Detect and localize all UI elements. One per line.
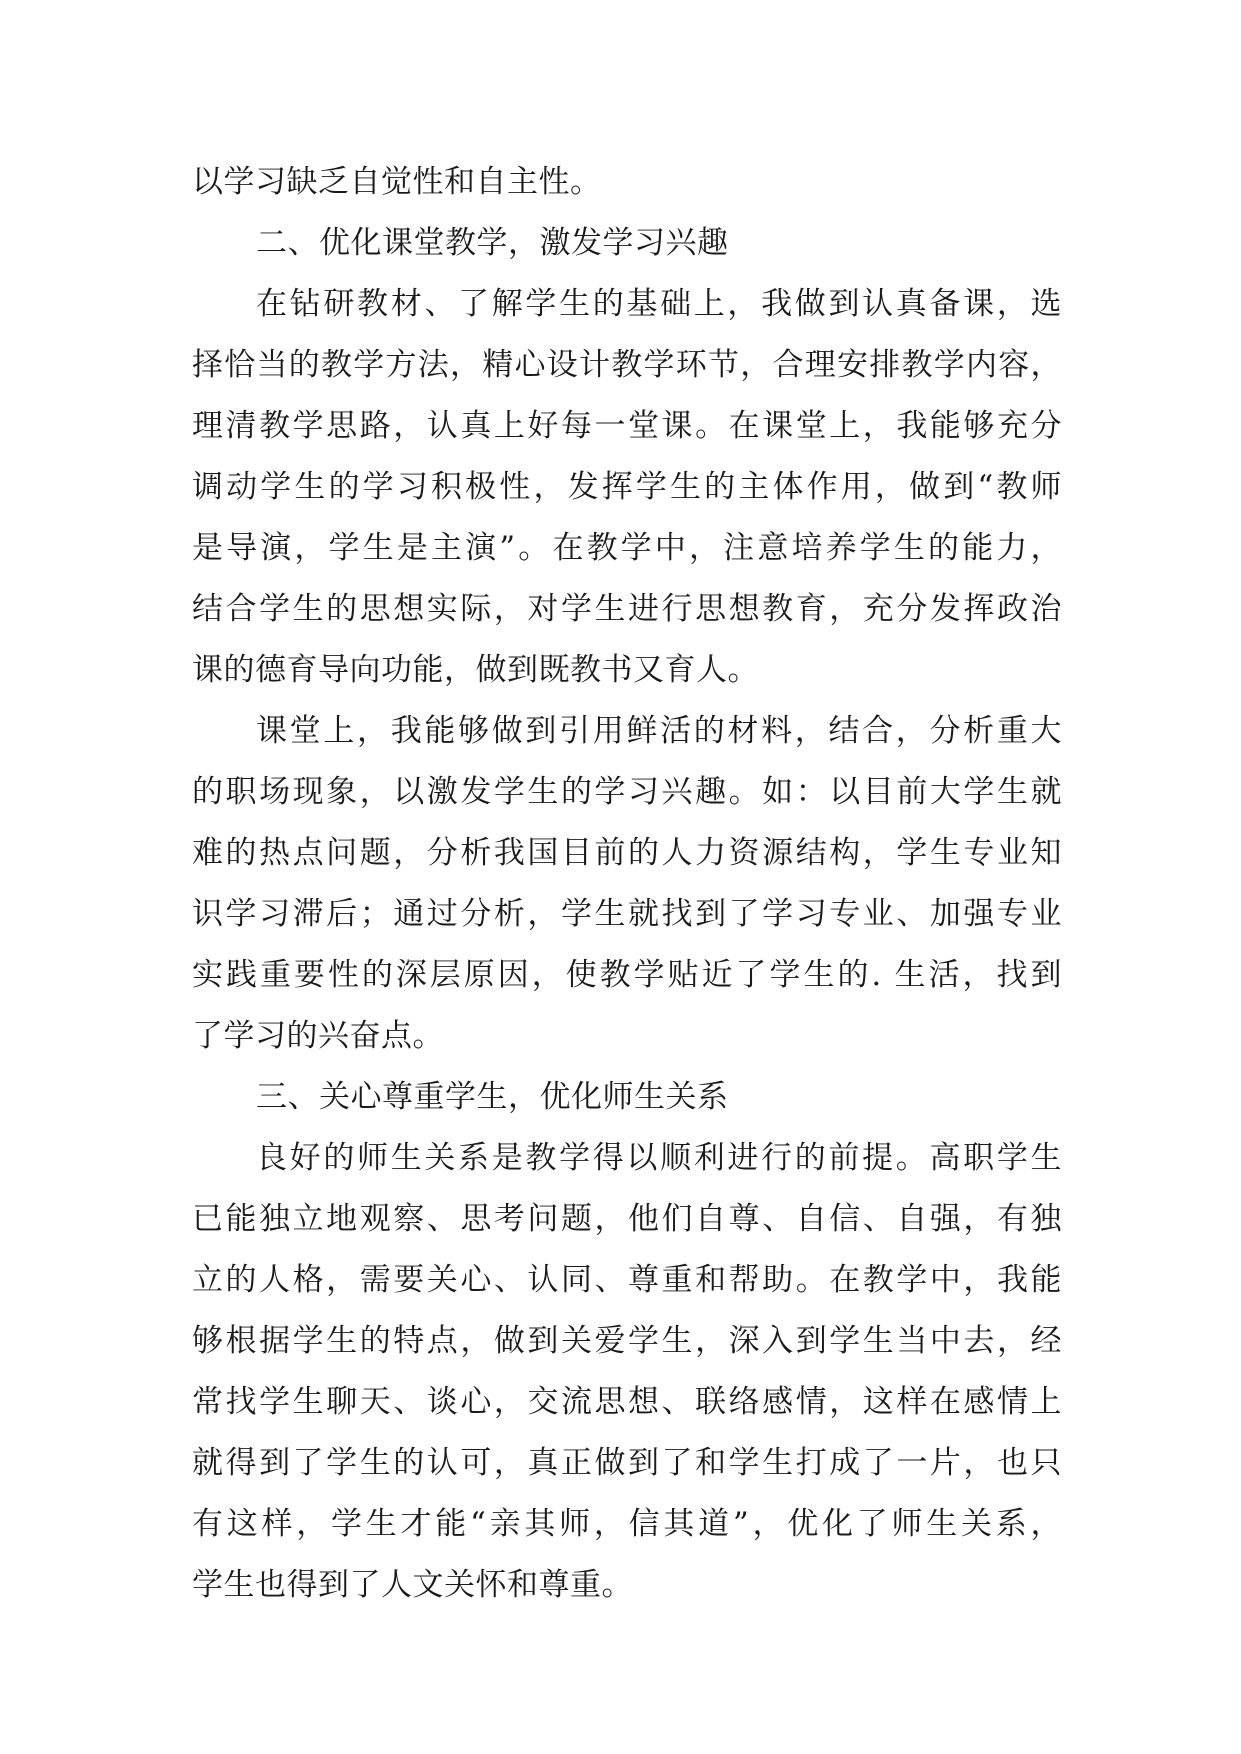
text-line: 在钻研教材、了解学生的基础上，我做到认真备课，选 bbox=[256, 286, 1062, 322]
text-line: 调动学生的学习积极性，发挥学生的主体作用，做到“教师 bbox=[192, 469, 1062, 505]
text-line: 实践重要性的深层原因，使教学贴近了学生的. 生活，找到 bbox=[192, 957, 1062, 993]
section-heading: 二、优化课堂教学，激发学习兴趣 bbox=[256, 225, 729, 261]
text-line: 择恰当的教学方法，精心设计教学环节，合理安排教学内容， bbox=[192, 347, 1062, 383]
text-line: 有这样，学生才能“亲其师，信其道”，优化了师生关系， bbox=[192, 1506, 1062, 1542]
text-line: 就得到了学生的认可，真正做到了和学生打成了一片，也只 bbox=[192, 1445, 1062, 1481]
text-line: 难的热点问题，分析我国目前的人力资源结构，学生专业知 bbox=[192, 835, 1062, 871]
text-line: 以学习缺乏自觉性和自主性。 bbox=[192, 164, 602, 200]
text-line: 立的人格，需要关心、认同、尊重和帮助。在教学中，我能 bbox=[192, 1262, 1062, 1298]
text-line: 结合学生的思想实际，对学生进行思想教育，充分发挥政治 bbox=[192, 591, 1062, 627]
text-line: 理清教学思路，认真上好每一堂课。在课堂上，我能够充分 bbox=[192, 408, 1062, 444]
text-line: 良好的师生关系是教学得以顺利进行的前提。高职学生 bbox=[256, 1140, 1062, 1176]
text-line: 的职场现象，以激发学生的学习兴趣。如：以目前大学生就 bbox=[192, 774, 1062, 810]
text-line: 学生也得到了人文关怀和尊重。 bbox=[192, 1567, 633, 1603]
text-line: 已能独立地观察、思考问题，他们自尊、自信、自强，有独 bbox=[192, 1201, 1062, 1237]
text-line: 课堂上，我能够做到引用鲜活的材料，结合，分析重大 bbox=[256, 713, 1062, 749]
text-line: 是导演，学生是主演”。在教学中，注意培养学生的能力， bbox=[192, 530, 1062, 566]
section-heading: 三、关心尊重学生，优化师生关系 bbox=[256, 1079, 729, 1115]
text-line: 了学习的兴奋点。 bbox=[192, 1018, 444, 1054]
text-line: 够根据学生的特点，做到关爱学生，深入到学生当中去，经 bbox=[192, 1323, 1062, 1359]
text-line: 课的德育导向功能，做到既教书又育人。 bbox=[192, 652, 759, 688]
text-line: 常找学生聊天、谈心，交流思想、联络感情，这样在感情上 bbox=[192, 1384, 1062, 1420]
text-line: 识学习滞后；通过分析，学生就找到了学习专业、加强专业 bbox=[192, 896, 1062, 932]
body-text bbox=[192, 152, 1062, 1616]
